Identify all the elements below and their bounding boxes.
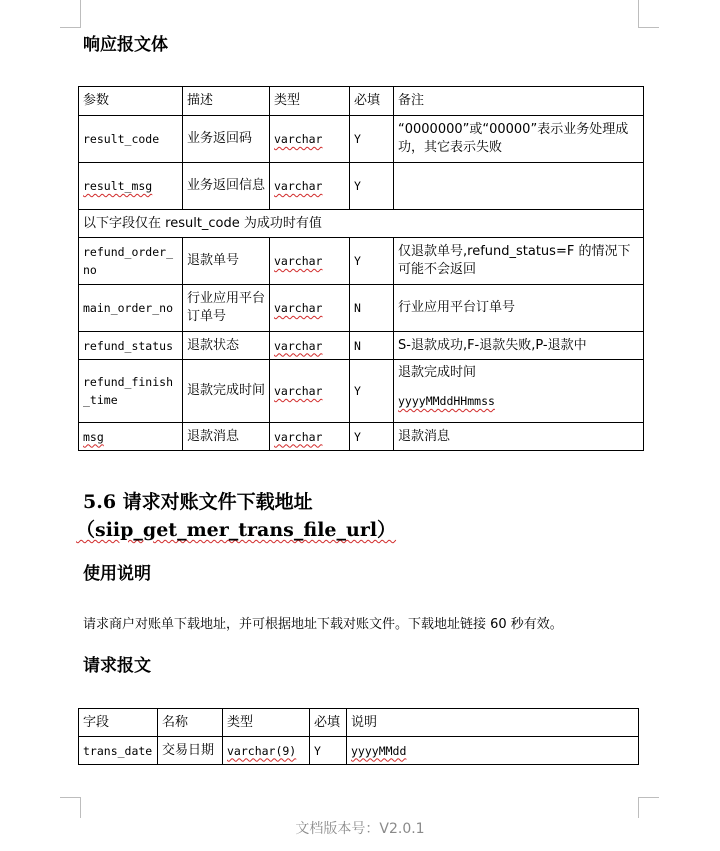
desc-cell: 业务返回码 — [183, 116, 270, 163]
page-corner-mark-top-right — [638, 0, 659, 28]
section-title-api — [76, 515, 396, 542]
param-cell: main_order_no — [79, 285, 183, 332]
param-cell: result_msg — [83, 179, 153, 193]
desc-cell: 行业应用平台订单号 — [183, 285, 270, 332]
section-title: 5.6 请求对账文件下载地址 — [83, 491, 313, 513]
param-cell: refund_order_no — [79, 238, 183, 285]
required-cell: N — [350, 332, 394, 360]
page-corner-mark-top-left — [60, 0, 81, 28]
request-table — [78, 708, 639, 765]
field-cell: trans_date — [79, 737, 158, 765]
section-note: 以下字段仅在 result_code 为成功时有值 — [79, 210, 644, 238]
required-cell: Y — [350, 116, 394, 163]
required-cell: Y — [310, 737, 347, 765]
remark-cell — [394, 360, 644, 423]
required-cell: N — [350, 285, 394, 332]
type-cell: varchar — [274, 132, 323, 146]
page-corner-mark-bottom-right — [638, 797, 659, 818]
header-cell: 必填 — [310, 709, 347, 737]
table-row — [79, 423, 644, 451]
header-cell: 名称 — [158, 709, 223, 737]
table-row — [79, 163, 644, 210]
name-cell: 交易日期 — [158, 737, 223, 765]
param-cell: result_code — [79, 116, 183, 163]
header-cell: 备注 — [394, 87, 644, 116]
type-cell: varchar — [274, 301, 323, 315]
table-row — [79, 285, 644, 332]
desc-cell: 退款完成时间 — [183, 360, 270, 423]
remark-cell — [394, 163, 644, 210]
page-footer: 文档版本号：V2.0.1 — [295, 821, 425, 837]
remark-cell: “0000000”或“00000”表示业务处理成功，其它表示失败 — [394, 116, 644, 163]
required-cell: Y — [350, 163, 394, 210]
usage-text: 请求商户对账单下载地址，并可根据地址下载对账文件。下载地址链接 60 秒有效。 — [83, 617, 563, 632]
param-cell: refund_status — [79, 332, 183, 360]
table-header-row — [79, 87, 644, 116]
table-row — [79, 737, 639, 765]
api-name: （siip_get_mer_trans_file_url） — [76, 519, 397, 541]
header-cell: 说明 — [347, 709, 639, 737]
remark-cell: S-退款成功,F-退款失败,P-退款中 — [394, 332, 644, 360]
header-cell: 字段 — [79, 709, 158, 737]
header-cell: 类型 — [270, 87, 350, 116]
remark-cell: 仅退款单号,refund_status=F 的情况下可能不会返回 — [394, 238, 644, 285]
remark-text: 退款完成时间 — [398, 365, 477, 380]
type-cell: varchar — [274, 338, 323, 353]
required-cell: Y — [350, 423, 394, 451]
header-cell: 类型 — [223, 709, 310, 737]
header-cell: 参数 — [79, 87, 183, 116]
type-cell: varchar — [274, 384, 323, 398]
request-heading: 请求报文 — [83, 656, 151, 676]
remark-cell: 行业应用平台订单号 — [394, 285, 644, 332]
response-table — [78, 86, 644, 451]
section-note-row — [79, 210, 644, 238]
table-header-row — [79, 709, 639, 737]
param-cell: refund_finish_time — [79, 360, 183, 423]
desc-cell: 退款消息 — [183, 423, 270, 451]
table-row — [79, 332, 644, 360]
usage-heading: 使用说明 — [83, 564, 151, 584]
param-cell: msg — [83, 429, 104, 444]
remark-cell: 退款消息 — [394, 423, 644, 451]
table-row — [79, 116, 644, 163]
type-cell: varchar(9) — [227, 743, 297, 758]
page-corner-mark-bottom-left — [60, 797, 81, 818]
type-cell: varchar — [274, 179, 323, 193]
type-cell: varchar — [274, 429, 323, 444]
response-heading: 响应报文体 — [83, 35, 168, 55]
type-cell: varchar — [274, 254, 323, 268]
desc-cell: 退款单号 — [183, 238, 270, 285]
table-row — [79, 360, 644, 423]
table-row — [79, 238, 644, 285]
time-format: yyyyMMddHHmmss — [398, 394, 495, 408]
header-cell: 必填 — [350, 87, 394, 116]
desc-cell: yyyyMMdd — [351, 743, 407, 758]
required-cell: Y — [350, 238, 394, 285]
desc-cell: 退款状态 — [183, 332, 270, 360]
header-cell: 描述 — [183, 87, 270, 116]
desc-cell: 业务返回信息 — [183, 163, 270, 210]
required-cell: Y — [350, 360, 394, 423]
